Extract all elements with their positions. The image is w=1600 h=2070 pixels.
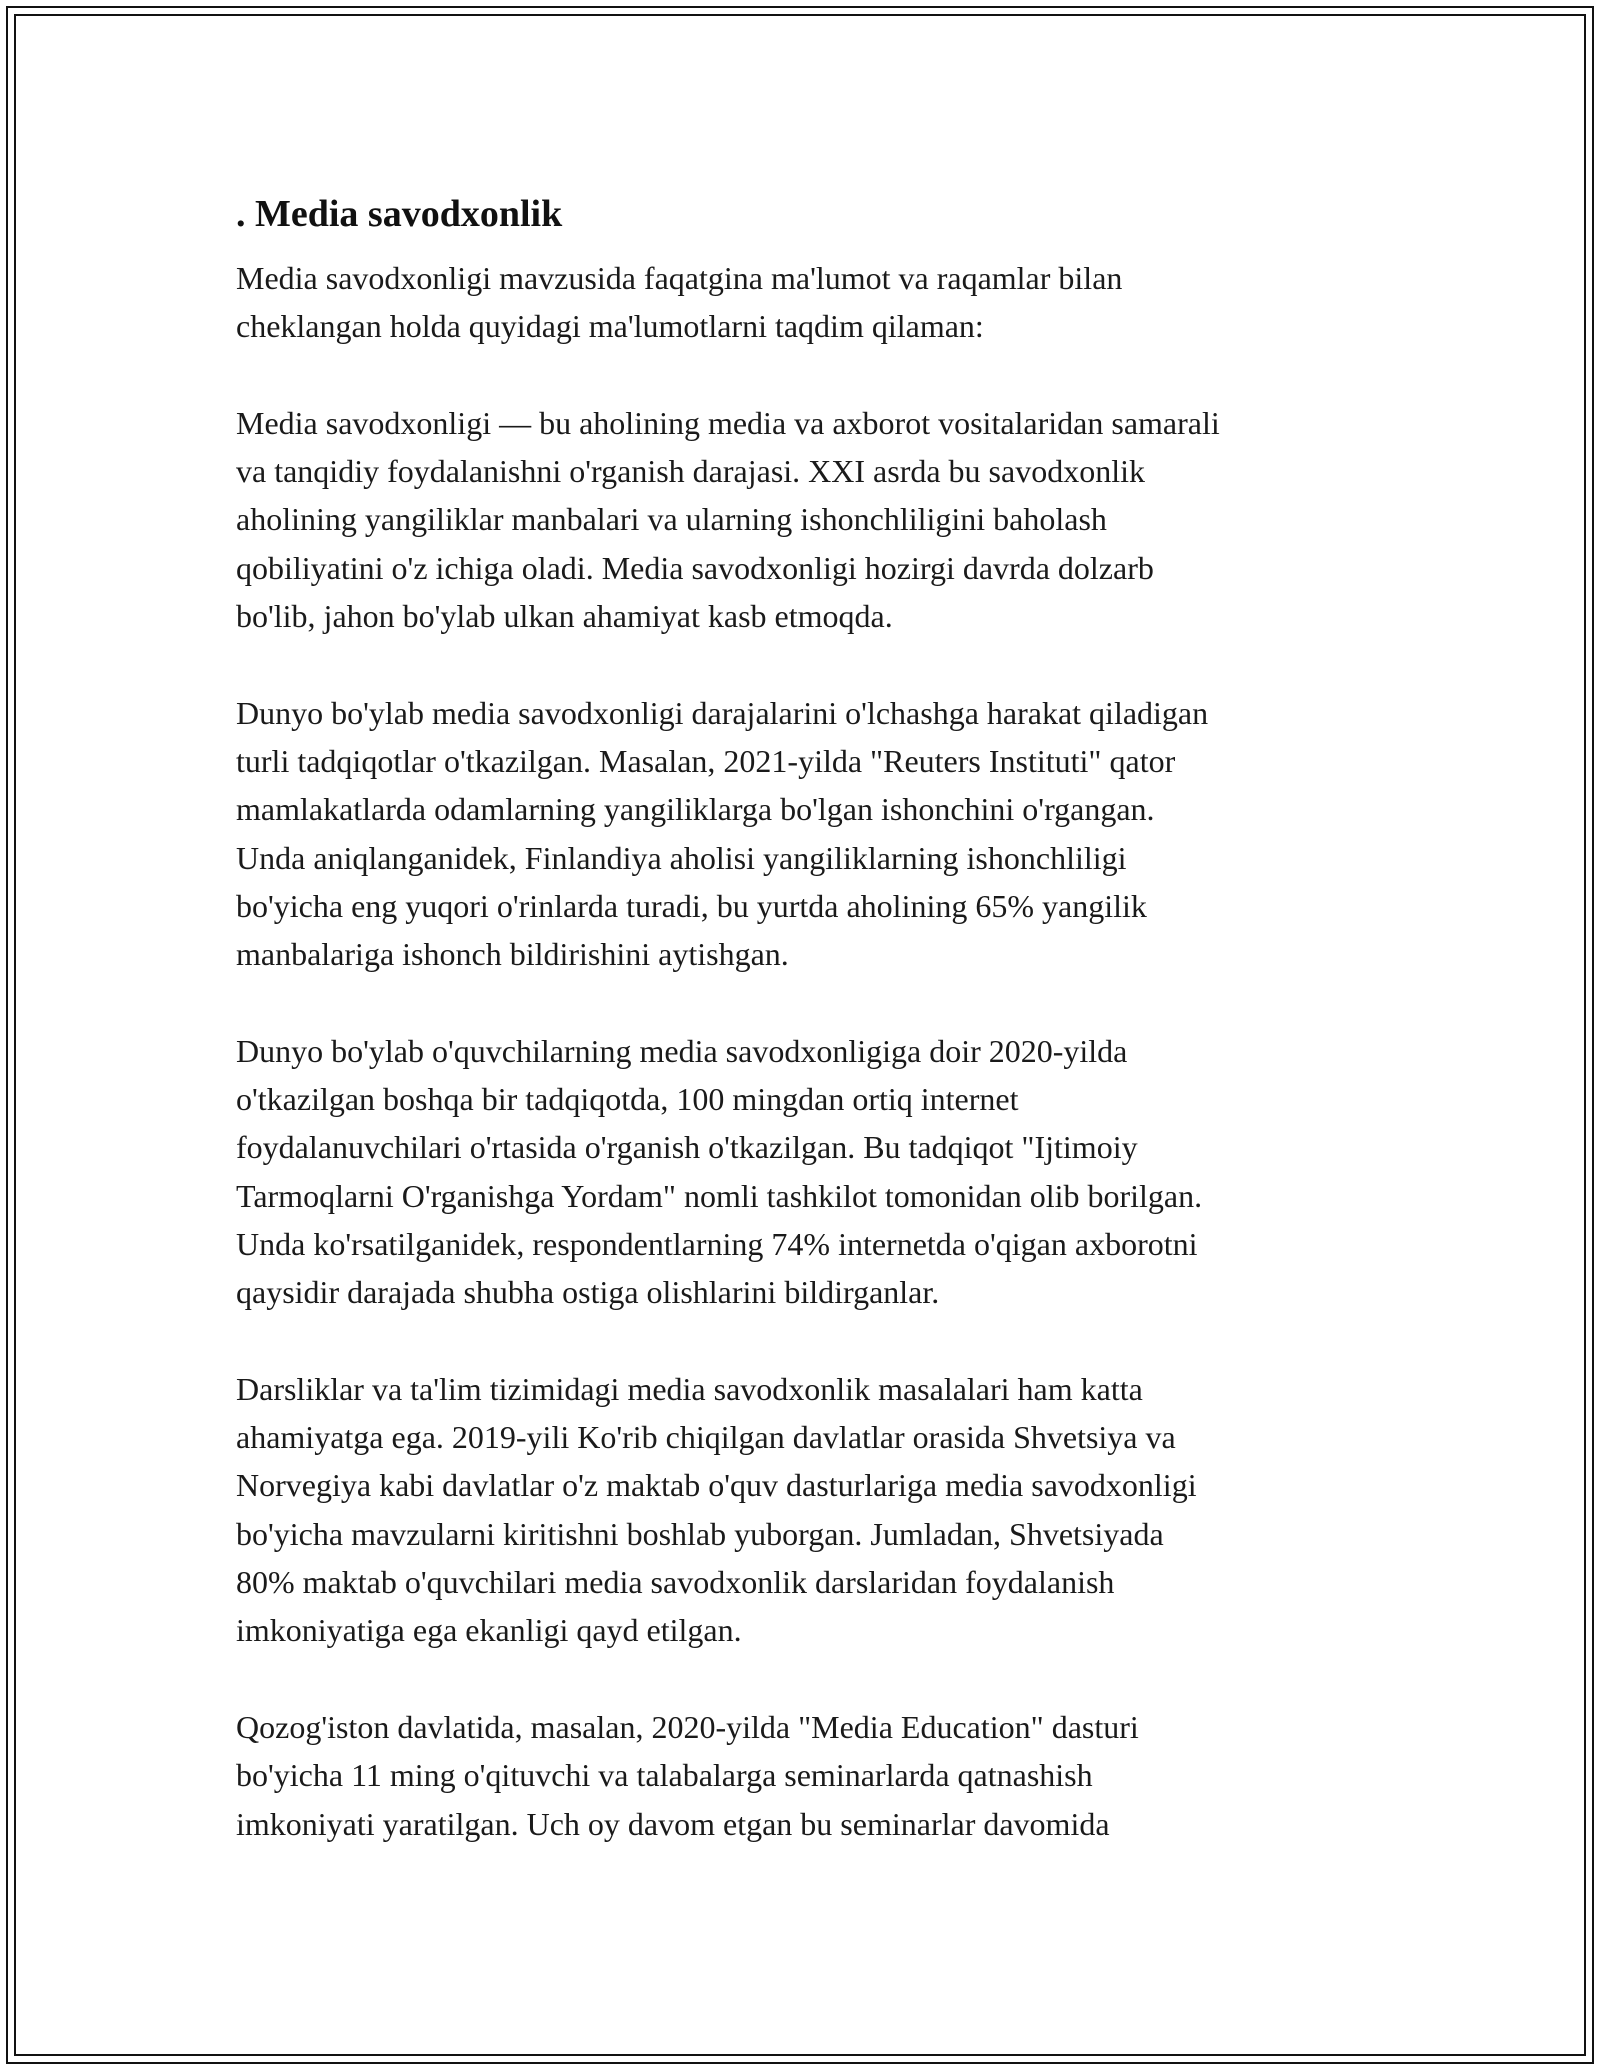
text-line: cheklangan holda quyidagi ma'lumotlarni taqdim qilaman:: [236, 308, 984, 345]
text-line: ahamiyatga ega. 2019-yili Ko'rib chiqilgan davlatlar orasida Shvetsiya va: [236, 1419, 1176, 1456]
text-line: qaysidir darajada shubha ostiga olishlarini bildirganlar.: [236, 1274, 940, 1311]
text-line: aholining yangiliklar manbalari va ularning ishonchliligini baholash: [236, 501, 1107, 538]
text-line: qobiliyatini o'z ichiga oladi. Media savodxonligi hozirgi davrda dolzarb: [236, 549, 1154, 586]
text-line: Darsliklar va ta'lim tizimidagi media savodxonlik masalalari ham katta: [236, 1370, 1143, 1407]
text-line: foydalanuvchilari o'rtasida o'rganish o'tkazilgan. Bu tadqiqot "Ijtimoiy: [236, 1129, 1138, 1166]
paragraph-definition: [236, 399, 1386, 640]
text-line: turli tadqiqotlar o'tkazilgan. Masalan, 2021-yilda "Reuters Instituti" qator: [236, 742, 1176, 779]
text-line: imkoniyati yaratilgan. Uch oy davom etgan bu seminarlar davomida: [236, 1805, 1110, 1842]
text-line: Media savodxonligi — bu aholining media va axborot vositalaridan samarali: [236, 404, 1220, 441]
text-line: Unda ko'rsatilganidek, respondentlarning 74% internetda o'qigan axborotni: [236, 1225, 1198, 1262]
text-line: va tanqidiy foydalanishni o'rganish darajasi. XXI asrda bu savodxonlik: [236, 453, 1145, 490]
text-line: bo'yicha mavzularni kiritishni boshlab yuborgan. Jumladan, Shvetsiyada: [236, 1515, 1164, 1552]
paragraph-internet-study: [236, 1027, 1386, 1317]
text-line: manbalariga ishonch bildirishini aytishgan.: [236, 936, 789, 973]
paragraph-intro: [236, 254, 1386, 351]
document-title: . Media savodxonlik: [236, 193, 563, 235]
text-line: imkoniyatiga ega ekanligi qayd etilgan.: [236, 1612, 742, 1649]
text-line: 80% maktab o'quvchilari media savodxonlik darslaridan foydalanish: [236, 1564, 1115, 1601]
text-line: Unda aniqlanganidek, Finlandiya aholisi yangiliklarning ishonchliligi: [236, 839, 1127, 876]
document-body: [236, 188, 1386, 1896]
text-line: bo'lib, jahon bo'ylab ulkan ahamiyat kasb etmoqda.: [236, 598, 893, 635]
paragraph-reuters-study: [236, 689, 1386, 979]
text-line: Norvegiya kabi davlatlar o'z maktab o'quv dasturlariga media savodxonligi: [236, 1467, 1197, 1504]
text-line: Dunyo bo'ylab o'quvchilarning media savodxonligiga doir 2020-yilda: [236, 1032, 1128, 1069]
paragraph-education: [236, 1365, 1386, 1655]
text-line: Tarmoqlarni O'rganishga Yordam" nomli tashkilot tomonidan olib borilgan.: [236, 1177, 1203, 1214]
text-line: mamlakatlarda odamlarning yangiliklarga bo'lgan ishonchini o'rgangan.: [236, 791, 1155, 828]
text-line: Media savodxonligi mavzusida faqatgina ma'lumot va raqamlar bilan: [236, 260, 1123, 296]
text-line: Dunyo bo'ylab media savodxonligi darajalarini o'lchashga harakat qiladigan: [236, 694, 1209, 731]
text-line: bo'yicha 11 ming o'qituvchi va talabalarga seminarlarda qatnashish: [236, 1757, 1093, 1794]
text-line: Qozog'iston davlatida, masalan, 2020-yilda "Media Education" dasturi: [236, 1708, 1139, 1745]
text-line: o'tkazilgan boshqa bir tadqiqotda, 100 mingdan ortiq internet: [236, 1081, 1019, 1118]
paragraph-kazakhstan: [236, 1703, 1386, 1848]
text-line: bo'yicha eng yuqori o'rinlarda turadi, bu yurtda aholining 65% yangilik: [236, 887, 1147, 924]
